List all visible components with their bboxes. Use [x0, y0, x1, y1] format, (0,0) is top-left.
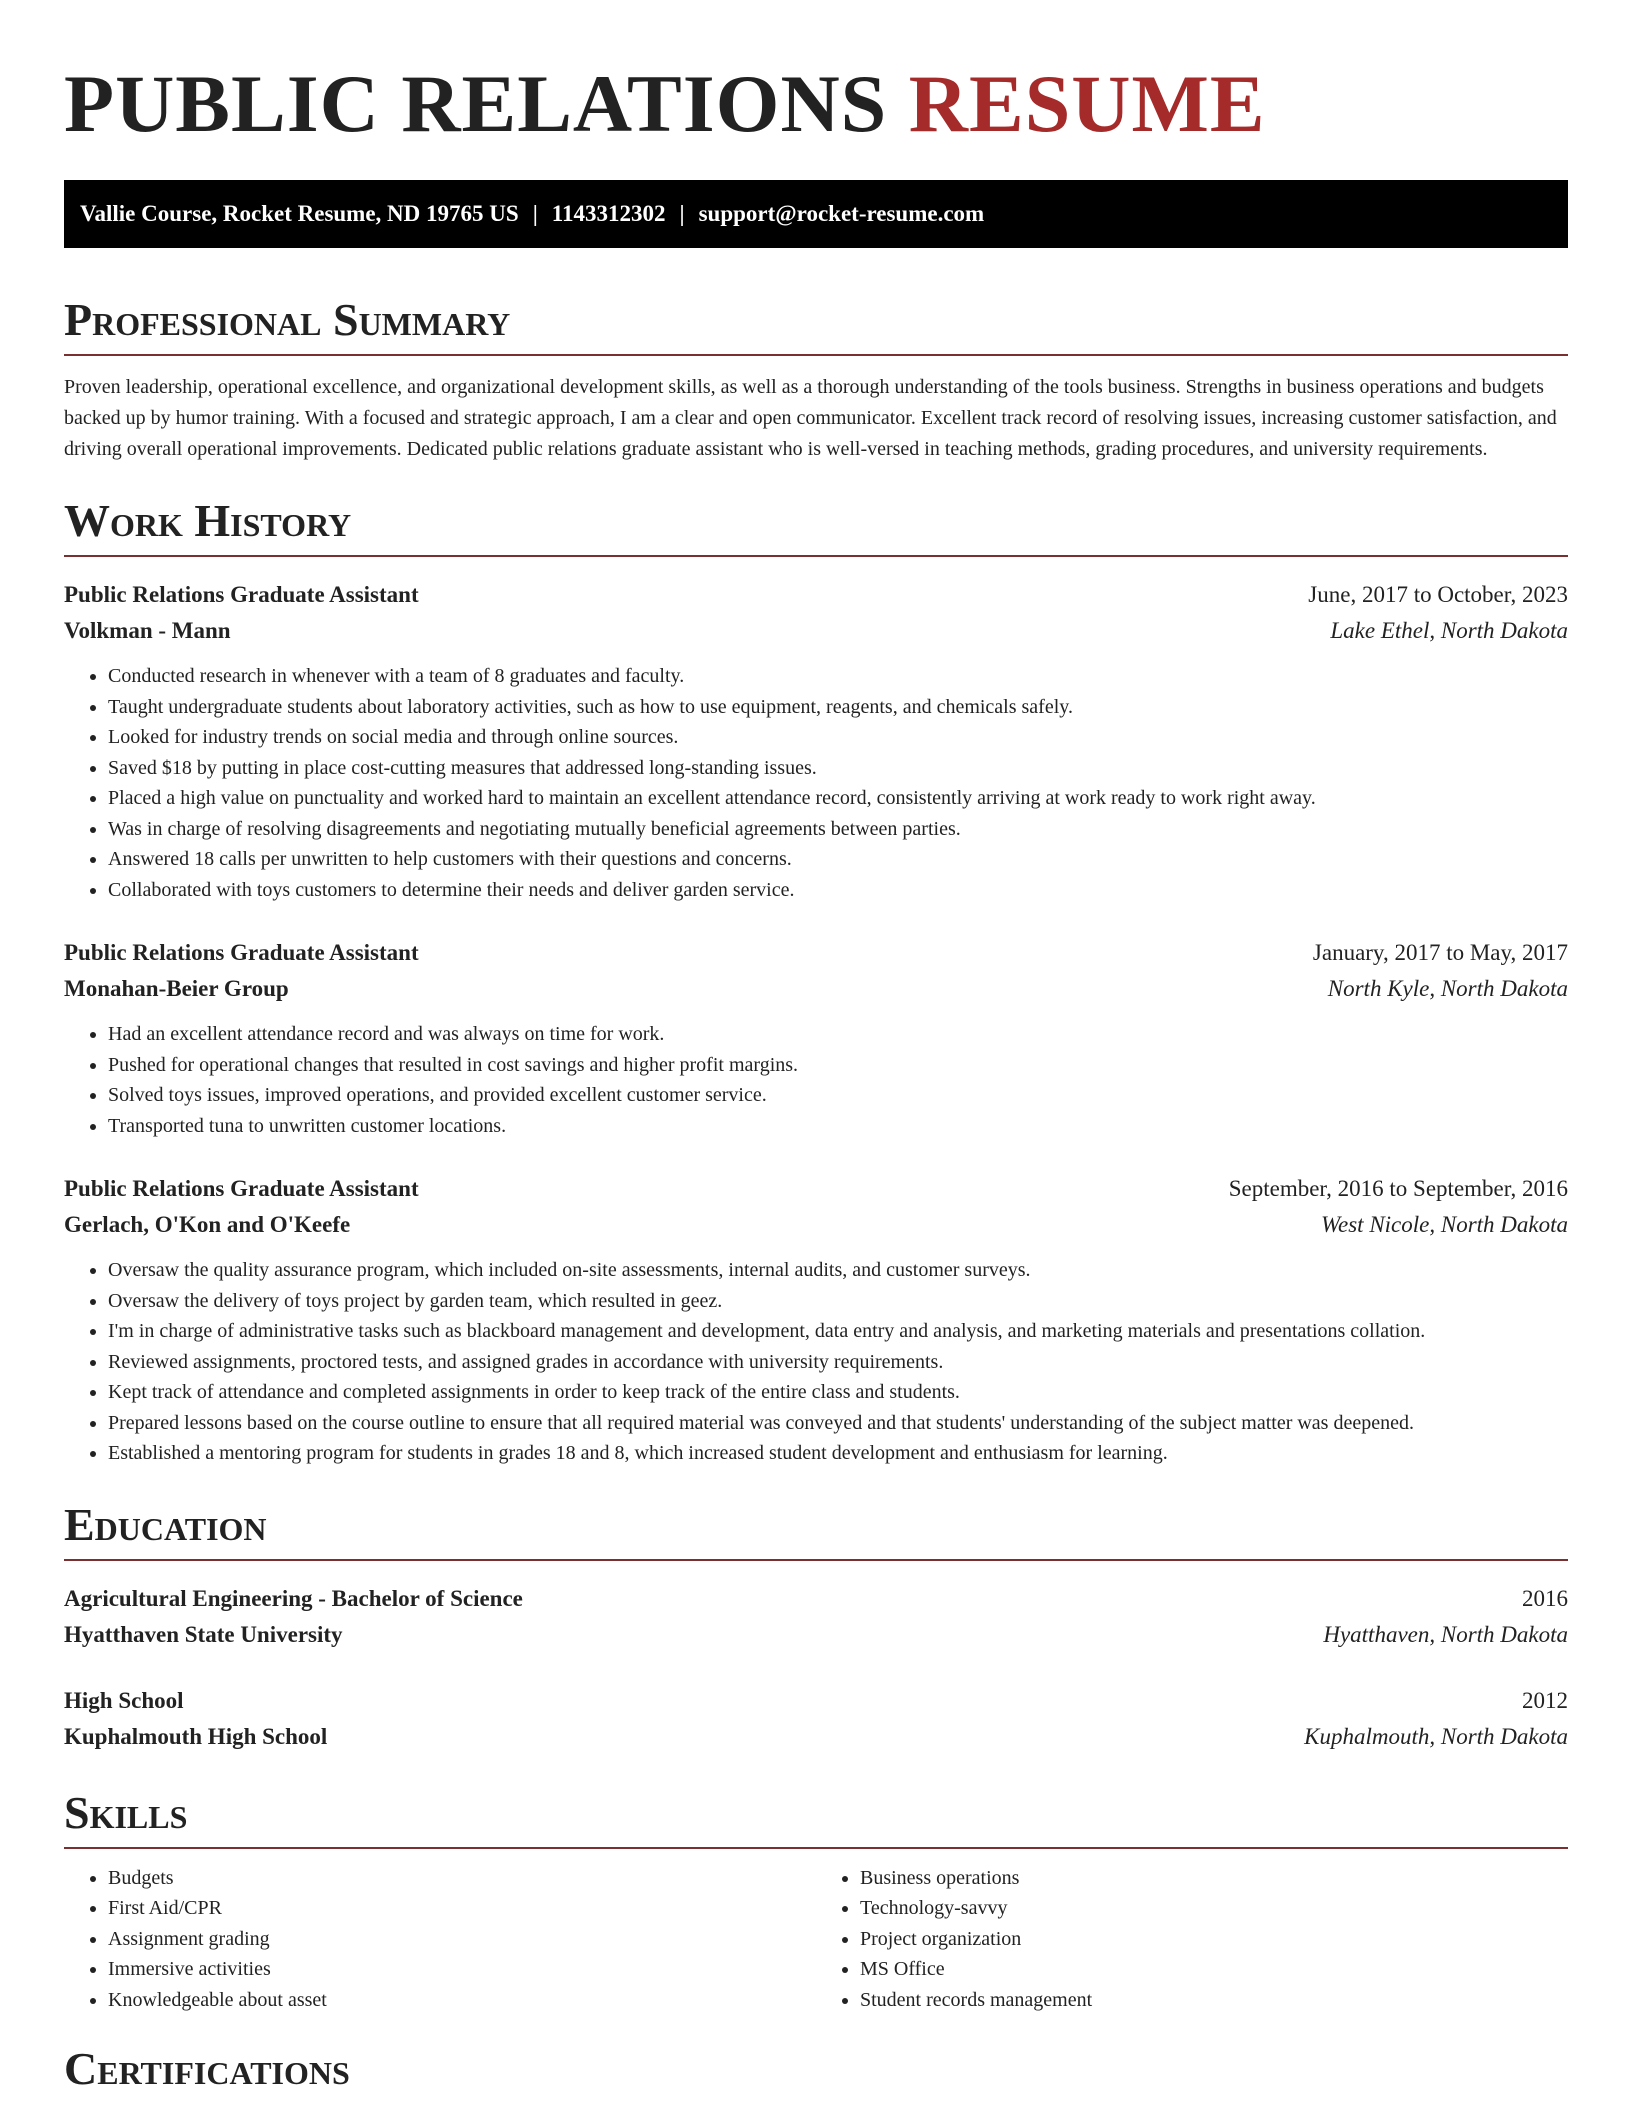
list-item: • Collaborated with toys customers to determine their needs and deliver garden service. — [108, 875, 1568, 906]
education-degree-row — [64, 1581, 1568, 1617]
job-header-row — [64, 935, 1568, 971]
list-item: • Oversaw the quality assurance program, which included on-site assessments, internal audits, and customer surveys. — [108, 1255, 1568, 1286]
education-entry — [64, 1683, 1568, 1755]
list-item: • MS Office — [860, 1954, 1568, 1985]
job-location: Lake Ethel, North Dakota — [1330, 618, 1568, 643]
contact-email: support@rocket-resume.com — [698, 201, 985, 226]
list-item: • Conducted research in whenever with a team of 8 graduates and faculty. — [108, 661, 1568, 692]
list-item: • Immersive activities — [108, 1954, 816, 1985]
skills-list — [64, 1863, 1568, 2016]
section-heading-work: Work History — [64, 493, 1568, 557]
list-item: • Looked for industry trends on social media and through online sources. — [108, 722, 1568, 753]
job-location: North Kyle, North Dakota — [1327, 976, 1568, 1001]
job-bullets — [64, 661, 1568, 905]
list-item: • Placed a high value on punctuality and worked hard to maintain an excellent attendance record, consistently arriving at work ready to work right away. — [108, 783, 1568, 814]
job-dates: September, 2016 to September, 2016 — [1228, 1176, 1568, 1201]
contact-separator: | — [679, 201, 685, 226]
job-bullets — [64, 1019, 1568, 1141]
contact-address: Vallie Course, Rocket Resume, ND 19765 US — [80, 201, 519, 226]
summary-text: Proven leadership, operational excellence, and organizational development skills, as well as a thorough understanding of the tools business. Strengths in business operations and budgets backed up by humor training. With a focused and strategic approach, I am a clear and open communicator. Excellent track record of resolving issues, increasing customer satisfaction, and driving overall operational improvements. Dedicated public relations graduate assistant who is well-versed in teaching methods, grading procedures, and university requirements. — [64, 376, 1557, 460]
list-item: • Saved $18 by putting in place cost-cutting measures that addressed long-standing issues. — [108, 753, 1568, 784]
list-item: • Solved toys issues, improved operations, and provided excellent customer service. — [108, 1080, 1568, 1111]
list-item: • Was in charge of resolving disagreements and negotiating mutually beneficial agreements between parties. — [108, 814, 1568, 845]
contact-bar — [64, 180, 1568, 248]
education-degree: High School — [64, 1687, 184, 1713]
education-year: 2016 — [1522, 1585, 1568, 1611]
job-location: West Nicole, North Dakota — [1320, 1212, 1568, 1237]
job-entry — [64, 577, 1568, 905]
education-location: Kuphalmouth, North Dakota — [1304, 1723, 1568, 1749]
list-item: • Transported tuna to unwritten customer locations. — [108, 1111, 1568, 1142]
education-school-row — [64, 1719, 1568, 1755]
job-company: Gerlach, O'Kon and O'Keefe — [64, 1212, 351, 1237]
skills-column-left — [64, 1863, 816, 2016]
contact-separator: | — [532, 201, 538, 226]
section-heading-summary: Professional Summary — [64, 292, 1568, 356]
list-item: • Technology-savvy — [860, 1893, 1568, 1924]
education-degree-row — [64, 1683, 1568, 1719]
job-company-row — [64, 1207, 1568, 1243]
job-title: Public Relations Graduate Assistant — [64, 940, 419, 965]
job-title: Public Relations Graduate Assistant — [64, 582, 419, 607]
education-location: Hyatthaven, North Dakota — [1323, 1621, 1568, 1647]
job-dates: June, 2017 to October, 2023 — [1308, 582, 1568, 607]
list-item: • I'm in charge of administrative tasks such as blackboard management and development, data entry and analysis, and marketing materials and presentations collation. — [108, 1316, 1568, 1347]
list-item: • Project organization — [860, 1924, 1568, 1955]
section-heading-education: Education — [64, 1497, 1568, 1561]
section-heading-skills: Skills — [64, 1785, 1568, 1849]
job-title: Public Relations Graduate Assistant — [64, 1176, 419, 1201]
job-header-row — [64, 1171, 1568, 1207]
list-item: • Business operations — [860, 1863, 1568, 1894]
job-dates: January, 2017 to May, 2017 — [1312, 940, 1568, 965]
job-bullets — [64, 1255, 1568, 1469]
job-entry — [64, 1171, 1568, 1469]
job-company: Volkman - Mann — [64, 618, 231, 643]
job-entry — [64, 935, 1568, 1141]
section-heading-next: Certifications — [64, 2043, 350, 2094]
list-item: • Oversaw the delivery of toys project by garden team, which resulted in geez. — [108, 1286, 1568, 1317]
list-item: • Student records management — [860, 1985, 1568, 2016]
list-item: • Pushed for operational changes that resulted in cost savings and higher profit margins. — [108, 1050, 1568, 1081]
skills-column-right — [816, 1863, 1568, 2016]
title-main: PUBLIC RELATIONS — [64, 58, 888, 149]
list-item: • Had an excellent attendance record and was always on time for work. — [108, 1019, 1568, 1050]
list-item: • Reviewed assignments, proctored tests, and assigned grades in accordance with university requirements. — [108, 1347, 1568, 1378]
list-item: • Budgets — [108, 1863, 816, 1894]
list-item: • Established a mentoring program for students in grades 18 and 8, which increased student development and enthusiasm for learning. — [108, 1438, 1568, 1469]
job-header-row — [64, 577, 1568, 613]
education-school-row — [64, 1617, 1568, 1653]
education-degree: Agricultural Engineering - Bachelor of Science — [64, 1585, 523, 1611]
contact-phone: 1143312302 — [551, 201, 666, 226]
list-item: • First Aid/CPR — [108, 1893, 816, 1924]
job-company: Monahan-Beier Group — [64, 976, 289, 1001]
list-item: • Taught undergraduate students about laboratory activities, such as how to use equipment, reagents, and chemicals safely. — [108, 692, 1568, 723]
list-item: • Prepared lessons based on the course outline to ensure that all required material was conveyed and that students' understanding of the subject matter was deepened. — [108, 1408, 1568, 1439]
list-item: • Kept track of attendance and completed assignments in order to keep track of the entire class and students. — [108, 1377, 1568, 1408]
page-title — [64, 0, 1568, 152]
job-company-row — [64, 613, 1568, 649]
job-company-row — [64, 971, 1568, 1007]
education-year: 2012 — [1522, 1687, 1568, 1713]
list-item: • Answered 18 calls per unwritten to help customers with their questions and concerns. — [108, 844, 1568, 875]
list-item: • Knowledgeable about asset — [108, 1985, 816, 2016]
education-school: Hyatthaven State University — [64, 1621, 343, 1647]
education-entry — [64, 1581, 1568, 1653]
list-item: • Assignment grading — [108, 1924, 816, 1955]
education-school: Kuphalmouth High School — [64, 1723, 328, 1749]
title-accent: RESUME — [908, 58, 1266, 149]
